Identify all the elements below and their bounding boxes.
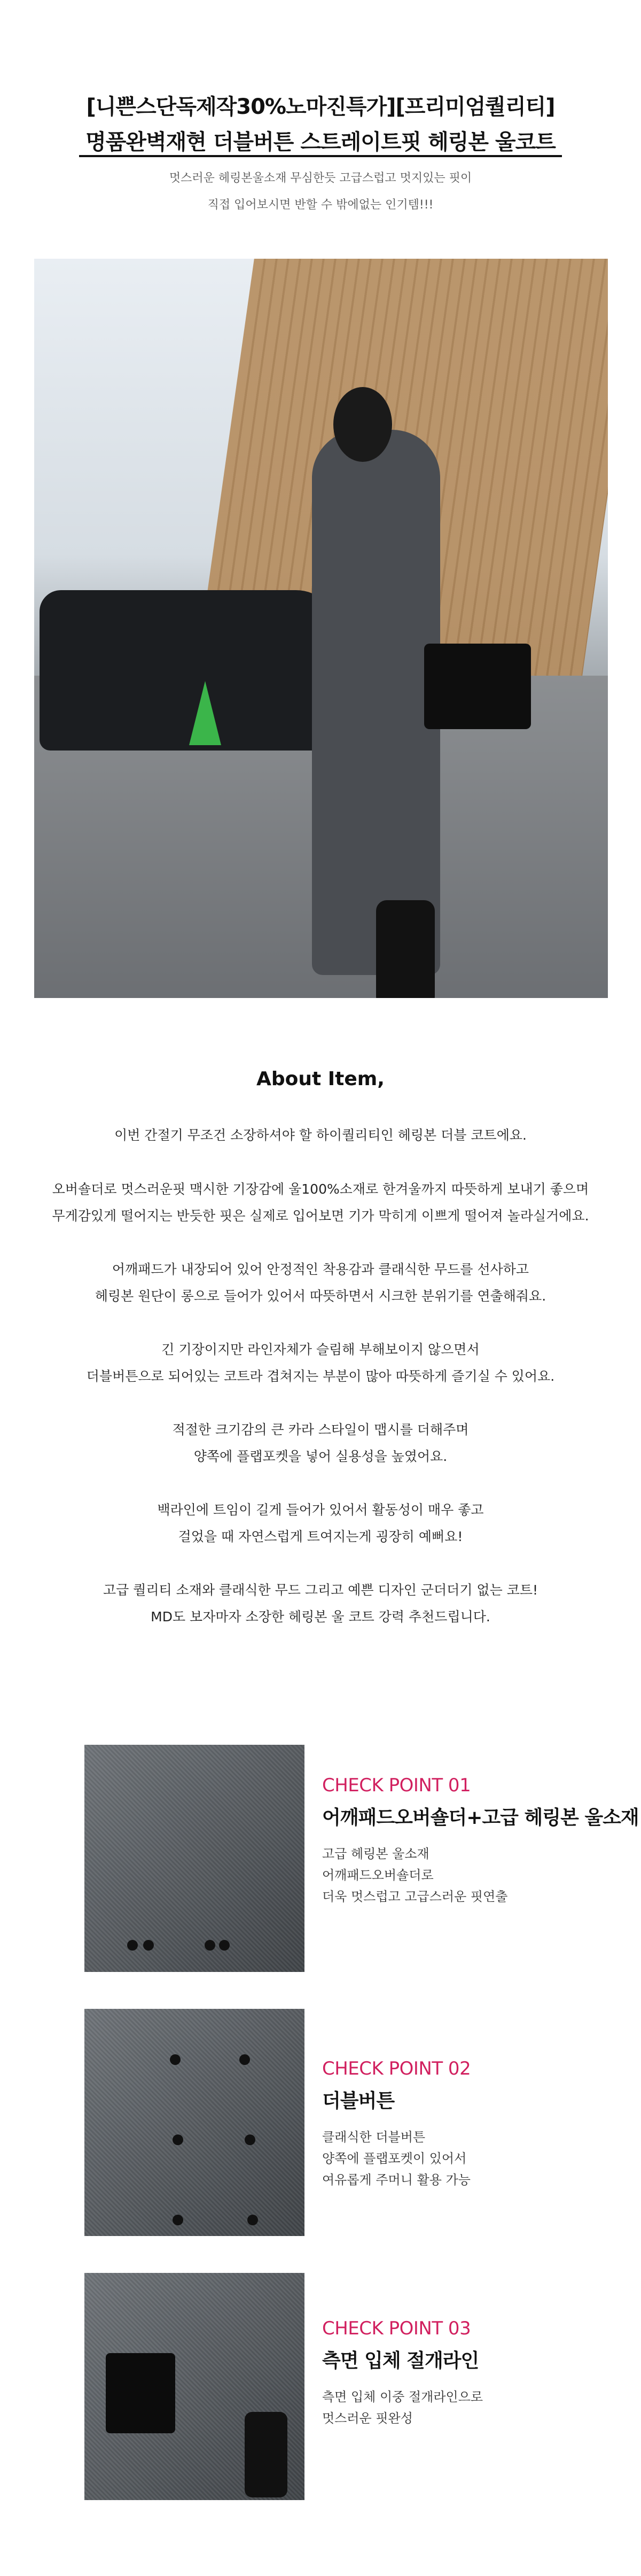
boot-image (245, 2412, 287, 2497)
coat-button (247, 2215, 258, 2225)
main-product-photo (34, 259, 608, 998)
checkpoint-desc-line: 어깨패드오버숄더로 (322, 1868, 434, 1883)
product-title-line1: [니쁜스단독제작30%노마진특가][프리미엄퀄리티] (86, 95, 555, 119)
checkpoint-1-photo (84, 1745, 304, 1972)
checkpoint-2-label: CHECK POINT 02 (322, 2058, 471, 2079)
checkpoint-desc-line: 측면 입체 이중 절개라인으로 (322, 2389, 483, 2404)
checkpoint-3-photo (84, 2273, 304, 2500)
photo-model-coat (312, 430, 440, 975)
about-line: 적절한 크기감의 큰 카라 스타일이 맵시를 더해주며 (172, 1422, 469, 1437)
coat-button (205, 1940, 215, 1951)
about-line: 긴 기장이지만 라인자체가 슬림해 부해보이지 않으면서 (161, 1342, 480, 1357)
checkpoint-3-desc (322, 2386, 483, 2429)
coat-button (173, 2134, 183, 2145)
about-item-title: About Item, (256, 1068, 385, 1090)
photo-boot (376, 900, 435, 998)
photo-model-head (333, 387, 392, 462)
checkpoint-1-desc (322, 1843, 507, 1907)
checkpoint-1-label: CHECK POINT 01 (322, 1775, 471, 1796)
handbag-image (106, 2353, 175, 2433)
about-line: 어깨패드가 내장되어 있어 안정적인 착용감과 클래식한 무드를 선사하고 (112, 1262, 529, 1277)
about-paragraph-1 (0, 1122, 641, 1149)
checkpoint-2-title: 더블버튼 (322, 2090, 395, 2112)
checkpoint-3-label: CHECK POINT 03 (322, 2318, 471, 2339)
checkpoint-desc-line: 양쪽에 플랩포켓이 있어서 (322, 2151, 467, 2166)
about-line: 고급 퀄리티 소재와 클래식한 무드 그리고 예쁜 디자인 군더더기 없는 코트! (103, 1582, 538, 1598)
coat-button (127, 1940, 138, 1951)
checkpoint-2-desc (322, 2126, 471, 2191)
about-paragraph-7 (0, 1577, 641, 1630)
about-line: 더블버튼으로 되어있는 코트라 겹쳐지는 부분이 많아 따뜻하게 즐기실 수 있어요. (86, 1368, 555, 1384)
photo-car (40, 590, 339, 751)
title-underline (79, 155, 562, 157)
checkpoint-2-photo (84, 2009, 304, 2236)
coat-button (170, 2054, 181, 2065)
coat-button (245, 2134, 255, 2145)
checkpoint-desc-line: 클래식한 더블버튼 (322, 2130, 426, 2145)
about-paragraph-4 (0, 1336, 641, 1390)
about-paragraph-5 (0, 1417, 641, 1470)
photo-handbag (424, 644, 531, 729)
coat-button (219, 1940, 230, 1951)
checkpoint-1-title: 어깨패드오버숄더+고급 헤링본 울소재 (322, 1807, 639, 1829)
checkpoint-desc-line: 멋스러운 핏완성 (322, 2411, 413, 2426)
checkpoint-desc-line: 고급 헤링본 울소재 (322, 1846, 429, 1861)
product-subtitle-line1: 멋스러운 헤링본울소재 무심한듯 고급스럽고 멋지있는 핏이 (169, 172, 472, 185)
about-paragraph-2 (0, 1176, 641, 1229)
about-line: 무게감있게 떨어지는 반듯한 핏은 실제로 입어보면 기가 막히게 이쁘게 떨어져 놀라실거에요. (52, 1208, 589, 1224)
about-line: 오버숄더로 멋스러운핏 맥시한 기장감에 울100%소재로 한겨울까지 따뜻하게 보내기 좋으며 (52, 1181, 589, 1197)
about-line: MD도 보자마자 소장한 헤링본 울 코트 강력 추천드립니다. (151, 1609, 490, 1624)
coat-button (143, 1940, 154, 1951)
checkpoint-3-title: 측면 입체 절개라인 (322, 2350, 479, 2372)
checkpoint-desc-line: 더욱 멋스럽고 고급스러운 핏연출 (322, 1889, 508, 1904)
about-line: 양쪽에 플랩포켓을 넣어 실용성을 높였어요. (193, 1449, 448, 1464)
about-line: 이번 간절기 무조건 소장하셔야 할 하이퀄리티인 헤링본 더블 코트에요. (114, 1127, 527, 1143)
about-line: 헤링본 원단이 롱으로 들어가 있어서 따뜻하면서 시크한 분위기를 연출해줘요. (95, 1288, 546, 1304)
product-title-line2: 명품완벽재현 더블버튼 스트레이트핏 헤링본 울코트 (85, 130, 556, 154)
product-subtitle-line2: 직접 입어보시면 반할 수 밖에없는 인기템!!! (207, 198, 434, 212)
about-paragraph-3 (0, 1256, 641, 1310)
coat-button (239, 2054, 250, 2065)
about-line: 걸었을 때 자연스럽게 트여지는게 굉장히 예뻐요! (178, 1529, 463, 1544)
about-paragraph-6 (0, 1497, 641, 1550)
about-line: 백라인에 트임이 길게 들어가 있어서 활동성이 매우 좋고 (157, 1502, 484, 1518)
checkpoint-desc-line: 여유롭게 주머니 활용 가능 (322, 2172, 471, 2187)
coat-button (173, 2215, 183, 2225)
